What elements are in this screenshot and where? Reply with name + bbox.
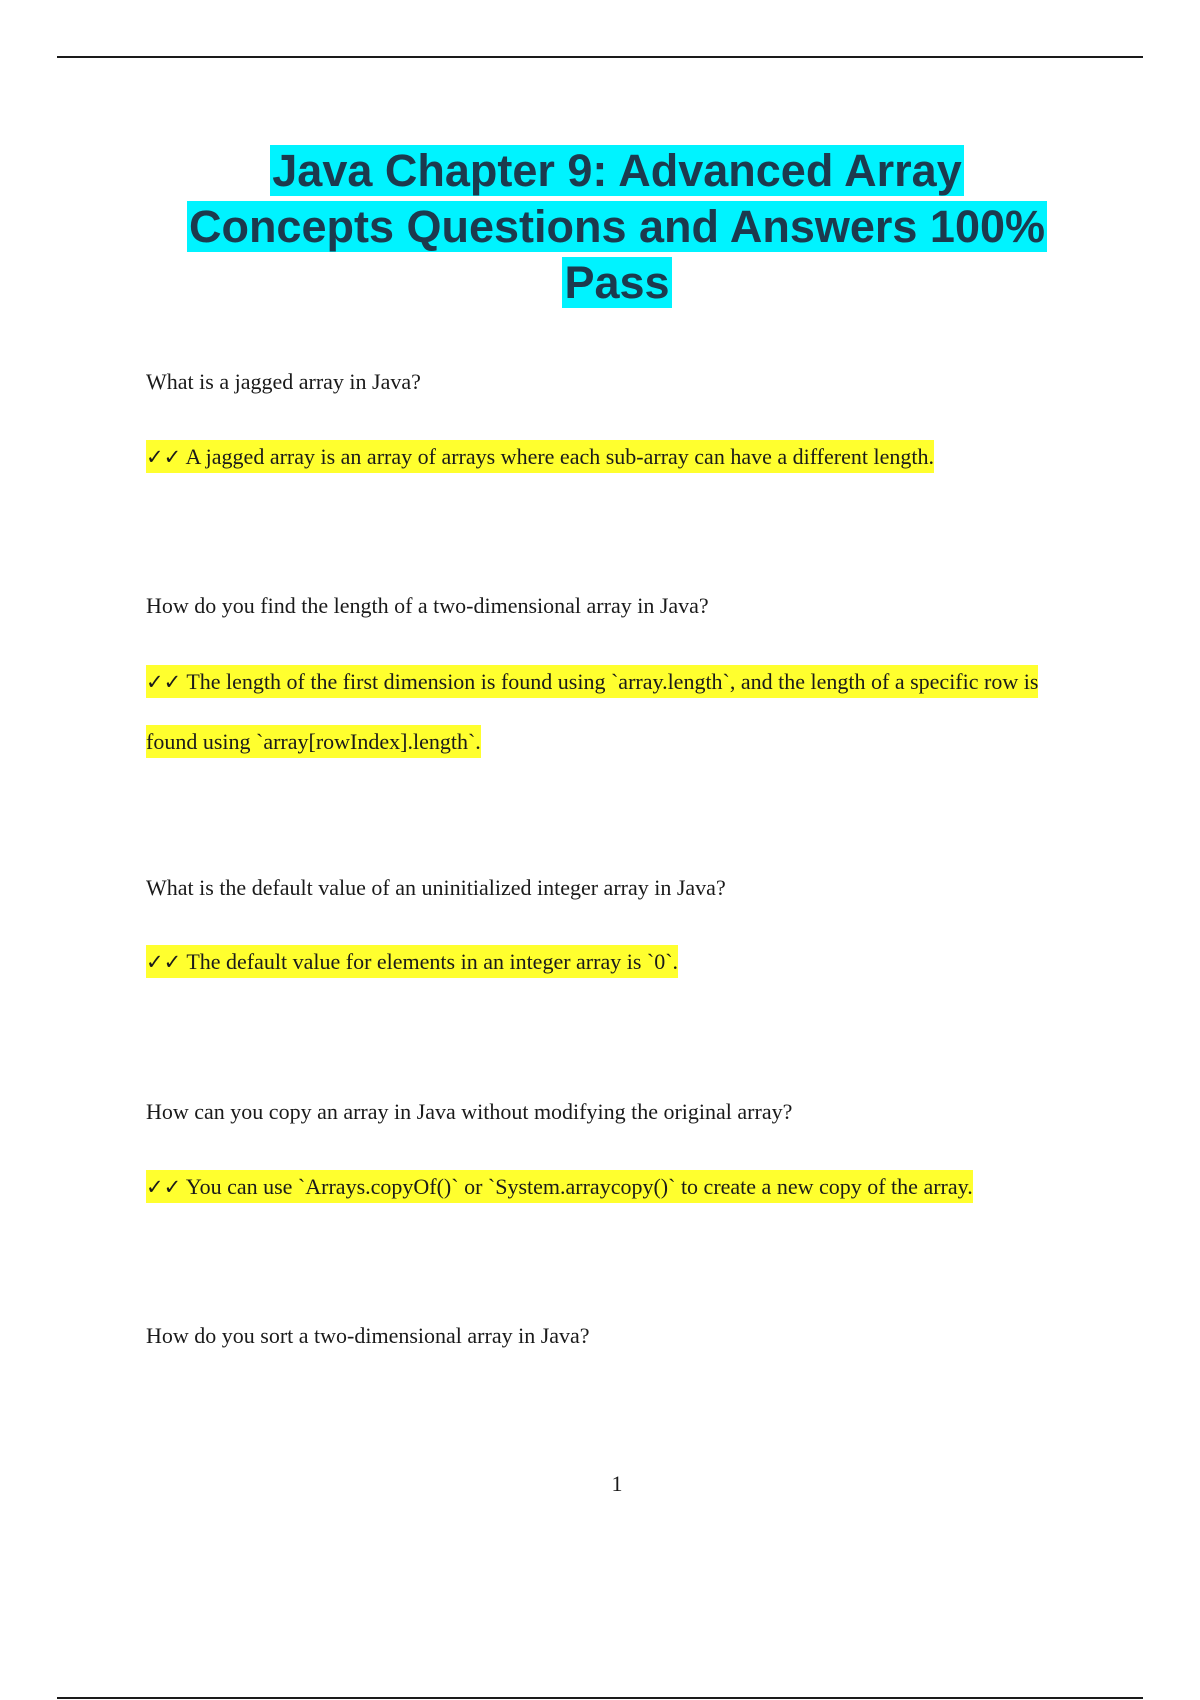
title-line-1: Java Chapter 9: Advanced Array <box>272 145 962 196</box>
checkmark-icon: ✓✓ <box>146 1175 182 1199</box>
answer-3 <box>146 932 1066 992</box>
question-3: What is the default value of an uninitialized integer array in Java? <box>146 875 726 900</box>
answer-4-text: You can use `Arrays.copyOf()` or `System.arraycopy()` to create a new copy of the array. <box>185 1174 973 1199</box>
top-rule <box>57 56 1143 58</box>
answer-1 <box>146 427 1066 487</box>
answer-1-text: A jagged array is an array of arrays where each sub-array can have a different length. <box>185 444 934 469</box>
question-1: What is a jagged array in Java? <box>146 369 421 394</box>
checkmark-icon: ✓✓ <box>146 670 182 694</box>
checkmark-icon: ✓✓ <box>146 445 182 469</box>
answer-3-text: The default value for elements in an integer array is `0`. <box>186 949 679 974</box>
checkmark-icon: ✓✓ <box>146 950 182 974</box>
question-2: How do you find the length of a two-dimensional array in Java? <box>146 593 709 618</box>
document-title <box>0 143 1200 311</box>
title-line-2: Concepts Questions and Answers 100% <box>188 201 1046 252</box>
answer-2-text: The length of the first dimension is found using `array.length`, and the length of a specific row is found using `array[rowIndex].length`. <box>146 669 1039 754</box>
bottom-rule <box>57 1697 1143 1699</box>
answer-4 <box>146 1157 1066 1217</box>
answer-2 <box>146 652 1066 771</box>
question-5: How do you sort a two-dimensional array in Java? <box>146 1323 590 1348</box>
page-number: 1 <box>611 1471 623 1496</box>
question-4: How can you copy an array in Java without modifying the original array? <box>146 1099 793 1124</box>
title-line-3: Pass <box>564 257 670 308</box>
